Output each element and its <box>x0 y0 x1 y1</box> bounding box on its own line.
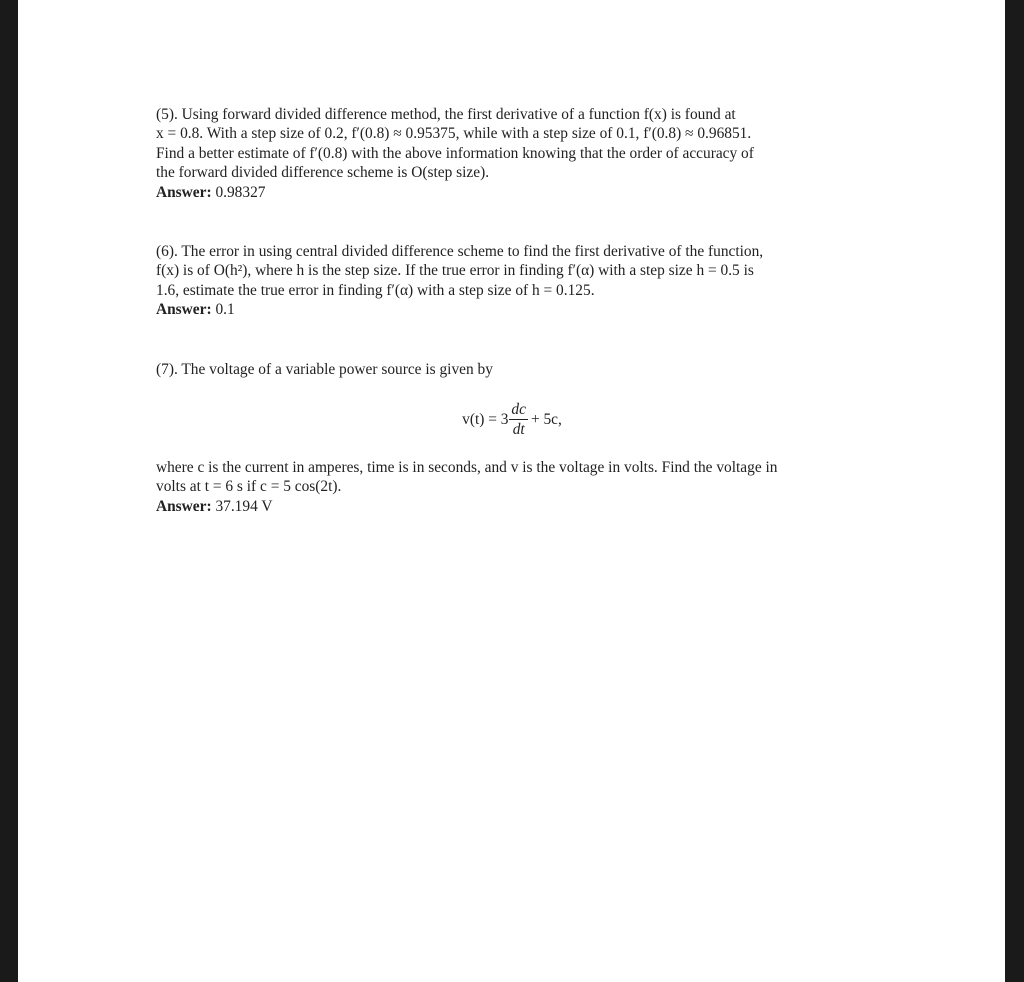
answer-line <box>156 300 868 319</box>
problem-list <box>156 105 868 516</box>
problem-text-line: Find a better estimate of f′(0.8) with the above information knowing that the order of accuracy of <box>156 144 754 162</box>
problem-text-line: the forward divided difference scheme is O(step size). <box>156 164 490 182</box>
fraction-numerator: dc <box>511 401 526 419</box>
answer-label: Answer: <box>156 183 212 201</box>
answer-value: 0.98327 <box>215 183 266 201</box>
voltage-equation <box>156 401 868 438</box>
problem-7 <box>156 360 868 517</box>
equation-rhs: + 5c, <box>530 410 562 428</box>
problem-text-line: volts at t = 6 s if c = 5 cos(2t). <box>156 478 342 496</box>
answer-line <box>156 497 868 516</box>
answer-label: Answer: <box>156 301 212 319</box>
derivative-fraction <box>509 401 528 438</box>
problem-intro: (7). The voltage of a variable power source is given by <box>156 360 493 378</box>
fraction-denominator: dt <box>512 421 525 439</box>
problem-text-line: x = 0.8. With a step size of 0.2, f′(0.8) ≈ 0.95375, while with a step size of 0.1, f′(0.8) ≈ 0.96851. <box>156 125 752 143</box>
problem-5 <box>156 105 868 202</box>
problem-text-line: (6). The error in using central divided difference scheme to find the first derivative of the function, <box>156 243 764 261</box>
problem-text-line: f(x) is of O(h²), where h is the step size. If the true error in finding f′(α) with a step size h = 0.5 is <box>156 262 754 280</box>
problem-text-line: 1.6, estimate the true error in finding f′(α) with a step size of h = 0.125. <box>156 281 595 299</box>
problem-6 <box>156 242 868 320</box>
equation-lhs: v(t) = 3 <box>462 410 509 428</box>
problem-text-line: where c is the current in amperes, time is in seconds, and v is the voltage in volts. Find the voltage in <box>156 459 778 477</box>
answer-value: 0.1 <box>215 301 235 319</box>
answer-value: 37.194 V <box>215 497 273 515</box>
answer-line <box>156 183 868 202</box>
problem-text-line: (5). Using forward divided difference method, the first derivative of a function f(x) is found at <box>156 106 736 123</box>
answer-label: Answer: <box>156 497 212 515</box>
document-page <box>18 0 1005 982</box>
